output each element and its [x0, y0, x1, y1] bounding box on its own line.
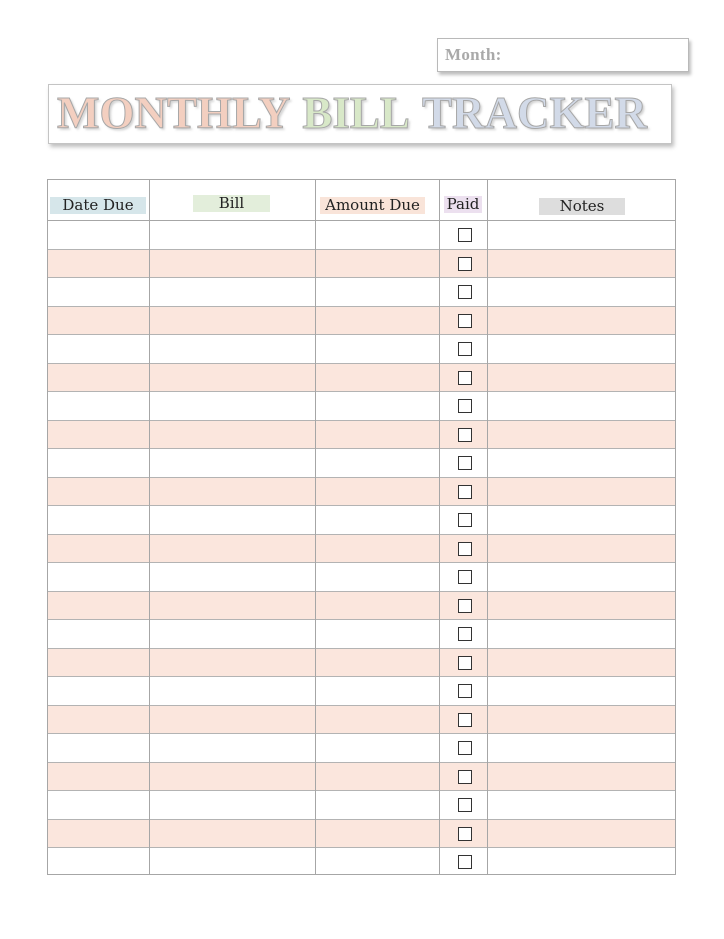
date-due-cell[interactable]: [48, 592, 149, 620]
amount-due-cell[interactable]: [316, 649, 439, 677]
date-due-cell[interactable]: [48, 392, 149, 420]
notes-cell[interactable]: [488, 364, 676, 392]
notes-cell[interactable]: [488, 506, 676, 534]
date-due-cell[interactable]: [48, 820, 149, 848]
bill-cell[interactable]: [150, 620, 315, 648]
notes-cell[interactable]: [488, 592, 676, 620]
bill-cell[interactable]: [150, 221, 315, 249]
bill-cell[interactable]: [150, 848, 315, 877]
table-row: [48, 791, 675, 820]
amount-due-cell[interactable]: [316, 449, 439, 477]
header-paid-label: Paid: [444, 196, 482, 213]
bill-cell[interactable]: [150, 763, 315, 791]
amount-due-cell[interactable]: [316, 848, 439, 877]
table-row: [48, 364, 675, 393]
table-row: [48, 592, 675, 621]
bill-cell[interactable]: [150, 649, 315, 677]
bill-cell[interactable]: [150, 706, 315, 734]
amount-due-cell[interactable]: [316, 592, 439, 620]
paid-checkbox[interactable]: [458, 257, 472, 271]
bill-cell[interactable]: [150, 335, 315, 363]
amount-due-cell[interactable]: [316, 706, 439, 734]
date-due-cell[interactable]: [48, 506, 149, 534]
divider: [315, 180, 316, 874]
date-due-cell[interactable]: [48, 478, 149, 506]
notes-cell[interactable]: [488, 478, 676, 506]
header-amount-due-label: Amount Due: [320, 197, 425, 214]
amount-due-cell[interactable]: [316, 535, 439, 563]
date-due-cell[interactable]: [48, 563, 149, 591]
date-due-cell[interactable]: [48, 278, 149, 306]
notes-cell[interactable]: [488, 449, 676, 477]
header-bill-label: Bill: [193, 195, 270, 212]
paid-checkbox[interactable]: [458, 485, 472, 499]
header-date-due: [48, 180, 149, 220]
paid-checkbox[interactable]: [458, 770, 472, 784]
amount-due-cell[interactable]: [316, 763, 439, 791]
paid-checkbox[interactable]: [458, 798, 472, 812]
paid-checkbox[interactable]: [458, 513, 472, 527]
bill-cell[interactable]: [150, 592, 315, 620]
amount-due-cell[interactable]: [316, 250, 439, 278]
bill-cell[interactable]: [150, 791, 315, 819]
header-amount-due: [316, 180, 439, 220]
table-row: [48, 307, 675, 336]
notes-cell[interactable]: [488, 820, 676, 848]
notes-cell[interactable]: [488, 278, 676, 306]
table-row: [48, 278, 675, 307]
notes-cell[interactable]: [488, 649, 676, 677]
notes-cell[interactable]: [488, 620, 676, 648]
amount-due-cell[interactable]: [316, 364, 439, 392]
header-bill: [150, 180, 315, 220]
notes-cell[interactable]: [488, 848, 676, 877]
date-due-cell[interactable]: [48, 791, 149, 819]
paid-checkbox[interactable]: [458, 285, 472, 299]
table-row: [48, 392, 675, 421]
notes-cell[interactable]: [488, 307, 676, 335]
table-row: [48, 620, 675, 649]
table-row: [48, 706, 675, 735]
bill-cell[interactable]: [150, 734, 315, 762]
title-word-bill: BILL: [302, 88, 410, 138]
paid-checkbox[interactable]: [458, 542, 472, 556]
table-row: [48, 221, 675, 250]
paid-checkbox[interactable]: [458, 827, 472, 841]
table-row: [48, 734, 675, 763]
bill-cell[interactable]: [150, 449, 315, 477]
date-due-cell[interactable]: [48, 335, 149, 363]
table-row: [48, 535, 675, 564]
bill-cell[interactable]: [150, 535, 315, 563]
paid-checkbox[interactable]: [458, 713, 472, 727]
notes-cell[interactable]: [488, 563, 676, 591]
bill-cell[interactable]: [150, 677, 315, 705]
paid-checkbox[interactable]: [458, 371, 472, 385]
notes-cell[interactable]: [488, 392, 676, 420]
paid-checkbox[interactable]: [458, 741, 472, 755]
paid-checkbox[interactable]: [458, 684, 472, 698]
notes-cell[interactable]: [488, 763, 676, 791]
bill-cell[interactable]: [150, 421, 315, 449]
notes-cell[interactable]: [488, 535, 676, 563]
bill-cell[interactable]: [150, 506, 315, 534]
notes-cell[interactable]: [488, 734, 676, 762]
date-due-cell[interactable]: [48, 449, 149, 477]
amount-due-cell[interactable]: [316, 278, 439, 306]
amount-due-cell[interactable]: [316, 478, 439, 506]
notes-cell[interactable]: [488, 221, 676, 249]
table-row: [48, 677, 675, 706]
notes-cell[interactable]: [488, 677, 676, 705]
paid-checkbox[interactable]: [458, 570, 472, 584]
table-row: [48, 763, 675, 792]
bill-tracker-table: [47, 179, 676, 875]
table-row: [48, 449, 675, 478]
amount-due-cell[interactable]: [316, 677, 439, 705]
paid-checkbox[interactable]: [458, 656, 472, 670]
paid-checkbox[interactable]: [458, 399, 472, 413]
bill-cell[interactable]: [150, 563, 315, 591]
notes-cell[interactable]: [488, 421, 676, 449]
title-banner: [48, 84, 672, 144]
date-due-cell[interactable]: [48, 535, 149, 563]
bill-cell[interactable]: [150, 478, 315, 506]
header-notes: [488, 180, 676, 220]
date-due-cell[interactable]: [48, 649, 149, 677]
date-due-cell[interactable]: [48, 421, 149, 449]
table-row: [48, 421, 675, 450]
paid-checkbox[interactable]: [458, 456, 472, 470]
amount-due-cell[interactable]: [316, 734, 439, 762]
header-notes-label: Notes: [539, 198, 625, 215]
amount-due-cell[interactable]: [316, 307, 439, 335]
amount-due-cell[interactable]: [316, 820, 439, 848]
date-due-cell[interactable]: [48, 706, 149, 734]
date-due-cell[interactable]: [48, 677, 149, 705]
amount-due-cell[interactable]: [316, 221, 439, 249]
paid-checkbox[interactable]: [458, 342, 472, 356]
paid-checkbox[interactable]: [458, 855, 472, 869]
table-row: [48, 250, 675, 279]
amount-due-cell[interactable]: [316, 392, 439, 420]
bill-cell[interactable]: [150, 307, 315, 335]
notes-cell[interactable]: [488, 706, 676, 734]
month-field[interactable]: [437, 38, 689, 72]
date-due-cell[interactable]: [48, 364, 149, 392]
amount-due-cell[interactable]: [316, 620, 439, 648]
divider: [439, 180, 440, 874]
amount-due-cell[interactable]: [316, 506, 439, 534]
page-title: [57, 87, 647, 139]
amount-due-cell[interactable]: [316, 791, 439, 819]
table-row: [48, 335, 675, 364]
table-row: [48, 848, 675, 877]
divider: [149, 180, 150, 874]
title-word-tracker: TRACKER: [421, 88, 647, 138]
amount-due-cell[interactable]: [316, 421, 439, 449]
notes-cell[interactable]: [488, 250, 676, 278]
amount-due-cell[interactable]: [316, 335, 439, 363]
table-header: [48, 180, 675, 221]
divider: [487, 180, 488, 874]
title-word-monthly: MONTHLY: [57, 88, 291, 138]
month-label: Month:: [445, 45, 502, 64]
date-due-cell[interactable]: [48, 620, 149, 648]
table-row: [48, 649, 675, 678]
date-due-cell[interactable]: [48, 734, 149, 762]
header-paid: [440, 180, 487, 220]
date-due-cell[interactable]: [48, 221, 149, 249]
bill-cell[interactable]: [150, 364, 315, 392]
paid-checkbox[interactable]: [458, 228, 472, 242]
table-row: [48, 506, 675, 535]
paid-checkbox[interactable]: [458, 627, 472, 641]
date-due-cell[interactable]: [48, 307, 149, 335]
bill-cell[interactable]: [150, 278, 315, 306]
paid-checkbox[interactable]: [458, 314, 472, 328]
table-row: [48, 820, 675, 849]
bill-cell[interactable]: [150, 820, 315, 848]
bill-cell[interactable]: [150, 392, 315, 420]
paid-checkbox[interactable]: [458, 599, 472, 613]
date-due-cell[interactable]: [48, 250, 149, 278]
notes-cell[interactable]: [488, 335, 676, 363]
paid-checkbox[interactable]: [458, 428, 472, 442]
amount-due-cell[interactable]: [316, 563, 439, 591]
bill-cell[interactable]: [150, 250, 315, 278]
header-date-due-label: Date Due: [50, 197, 146, 214]
table-row: [48, 563, 675, 592]
notes-cell[interactable]: [488, 791, 676, 819]
date-due-cell[interactable]: [48, 848, 149, 877]
date-due-cell[interactable]: [48, 763, 149, 791]
table-row: [48, 478, 675, 507]
